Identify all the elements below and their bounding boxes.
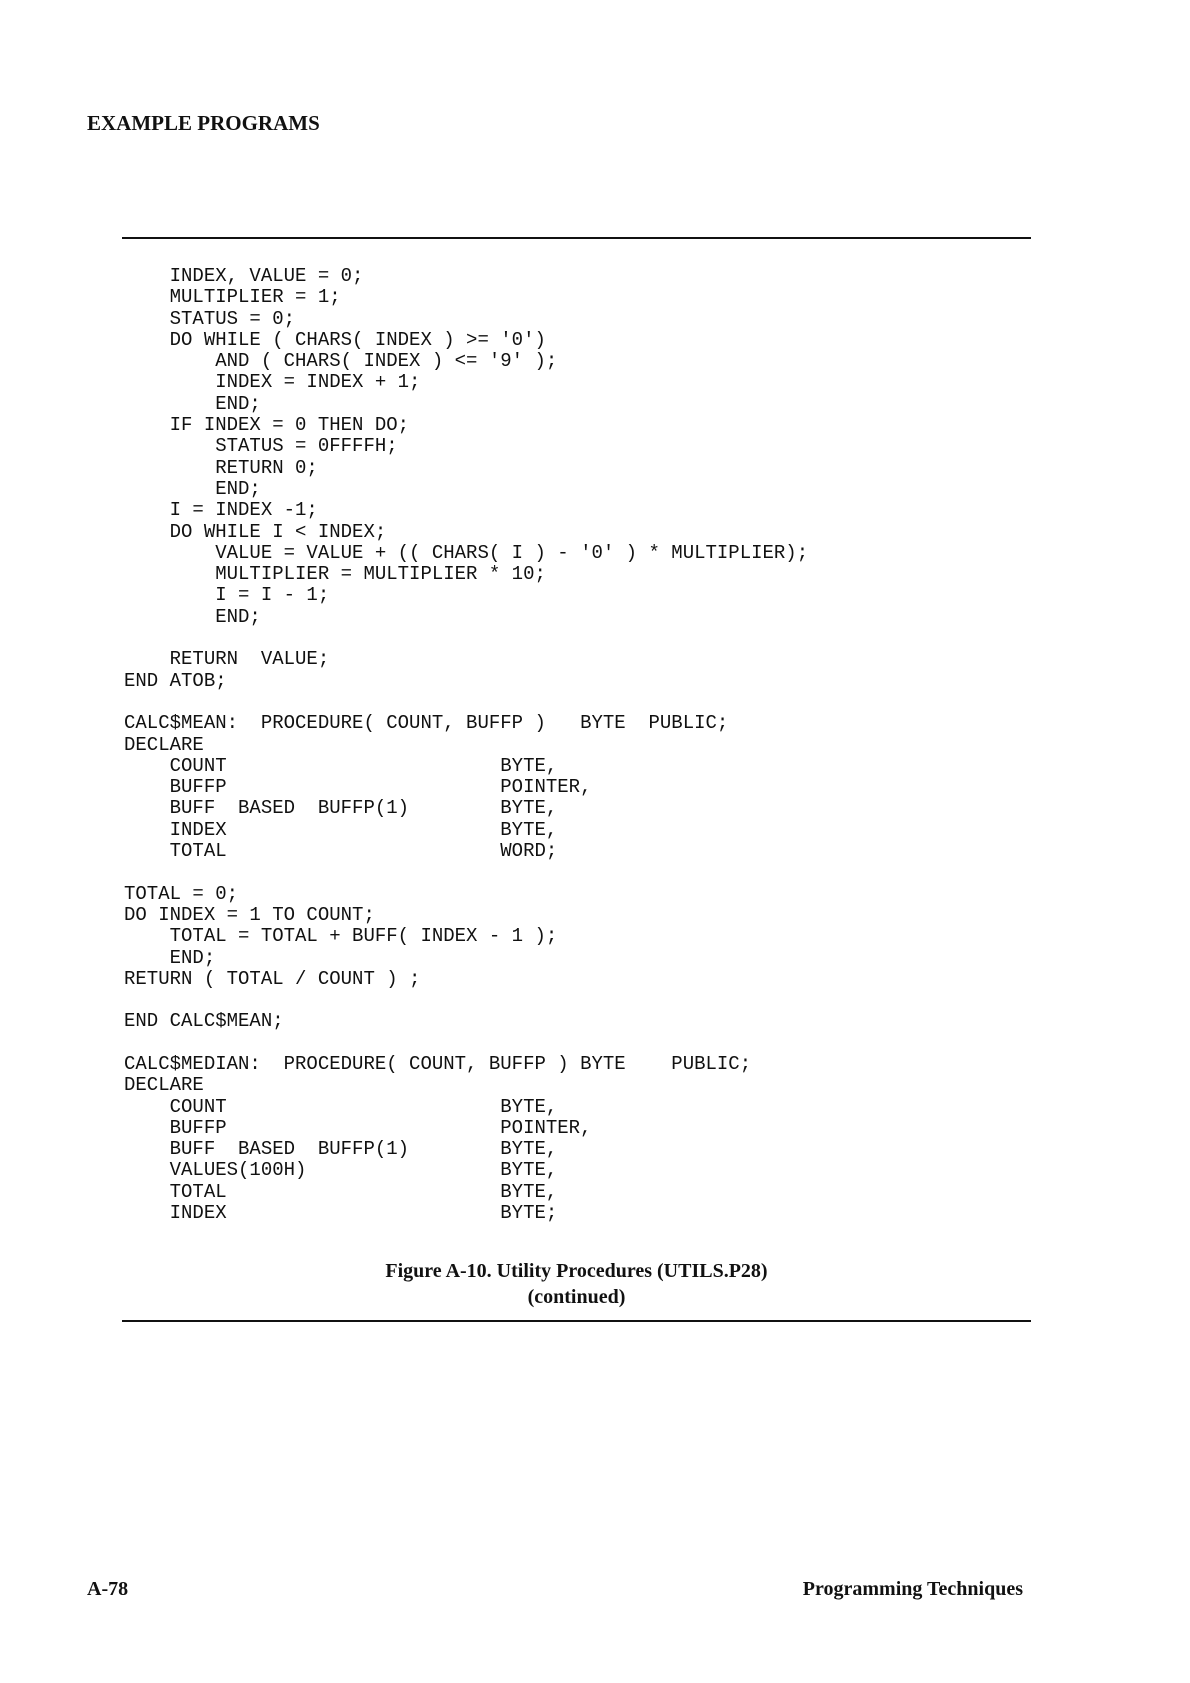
figure-caption-continued: (continued) <box>527 1286 626 1308</box>
code-line: END; <box>124 605 261 628</box>
code-line: INDEX BYTE; <box>124 1202 558 1225</box>
code-line: I = INDEX -1; <box>124 499 318 522</box>
code-line: DECLARE <box>124 733 204 756</box>
code-line: TOTAL BYTE, <box>124 1180 558 1203</box>
code-line <box>124 1033 808 1054</box>
code-line: RETURN 0; <box>124 456 318 479</box>
code-line: MULTIPLIER = MULTIPLIER * 10; <box>124 563 546 586</box>
code-line: BUFFP POINTER, <box>124 776 592 799</box>
code-line <box>124 628 808 649</box>
figure-caption <box>122 1258 1031 1310</box>
code-line: END; <box>124 392 261 415</box>
code-line <box>124 692 808 713</box>
code-line: BUFFP POINTER, <box>124 1116 592 1139</box>
code-line: TOTAL = 0; <box>124 882 239 905</box>
section-header-title: EXAMPLE PROGRAMS <box>87 111 320 135</box>
bottom-rule <box>122 1320 1031 1322</box>
code-line: DO WHILE I < INDEX; <box>124 520 387 543</box>
figure-caption-title: Figure A-10. Utility Procedures (UTILS.P28) <box>385 1260 768 1282</box>
top-rule <box>122 237 1031 239</box>
code-line: RETURN ( TOTAL / COUNT ) ; <box>124 967 421 990</box>
code-line: TOTAL = TOTAL + BUFF( INDEX - 1 ); <box>124 925 558 948</box>
code-line: BUFF BASED BUFFP(1) BYTE, <box>124 797 558 820</box>
code-line: STATUS = 0; <box>124 307 296 330</box>
code-line <box>124 990 808 1011</box>
code-line: VALUE = VALUE + (( CHARS( I ) - '0' ) * MULTIPLIER); <box>124 541 809 564</box>
code-line: IF INDEX = 0 THEN DO; <box>124 414 410 437</box>
code-line: RETURN VALUE; <box>124 648 330 671</box>
code-line: INDEX BYTE, <box>124 818 558 841</box>
code-listing <box>124 266 808 1224</box>
code-line: END; <box>124 946 216 969</box>
code-line: INDEX = INDEX + 1; <box>124 371 421 394</box>
code-line <box>124 862 808 883</box>
code-line: VALUES(100H) BYTE, <box>124 1159 558 1182</box>
code-line: COUNT BYTE, <box>124 754 558 777</box>
code-line: DO WHILE ( CHARS( INDEX ) >= '0') <box>124 328 546 351</box>
code-line: COUNT BYTE, <box>124 1095 558 1118</box>
code-line: END ATOB; <box>124 669 227 692</box>
code-line: END CALC$MEAN; <box>124 1010 284 1033</box>
code-line: CALC$MEDIAN: PROCEDURE( COUNT, BUFFP ) BYTE PUBLIC; <box>124 1052 752 1075</box>
code-line: I = I - 1; <box>124 584 330 607</box>
code-line: BUFF BASED BUFFP(1) BYTE, <box>124 1138 558 1161</box>
code-line: INDEX, VALUE = 0; <box>124 265 364 287</box>
code-line: TOTAL WORD; <box>124 840 558 863</box>
code-line: STATUS = 0FFFFH; <box>124 435 398 458</box>
page-number: A-78 <box>87 1578 129 1600</box>
code-line: AND ( CHARS( INDEX ) <= '9' ); <box>124 350 558 373</box>
code-line: DO INDEX = 1 TO COUNT; <box>124 903 375 926</box>
footer-section-name: Programming Techniques <box>802 1578 1023 1600</box>
code-line: MULTIPLIER = 1; <box>124 286 341 309</box>
code-line: END; <box>124 477 261 500</box>
code-line: DECLARE <box>124 1074 204 1097</box>
code-line: CALC$MEAN: PROCEDURE( COUNT, BUFFP ) BYTE PUBLIC; <box>124 712 729 735</box>
